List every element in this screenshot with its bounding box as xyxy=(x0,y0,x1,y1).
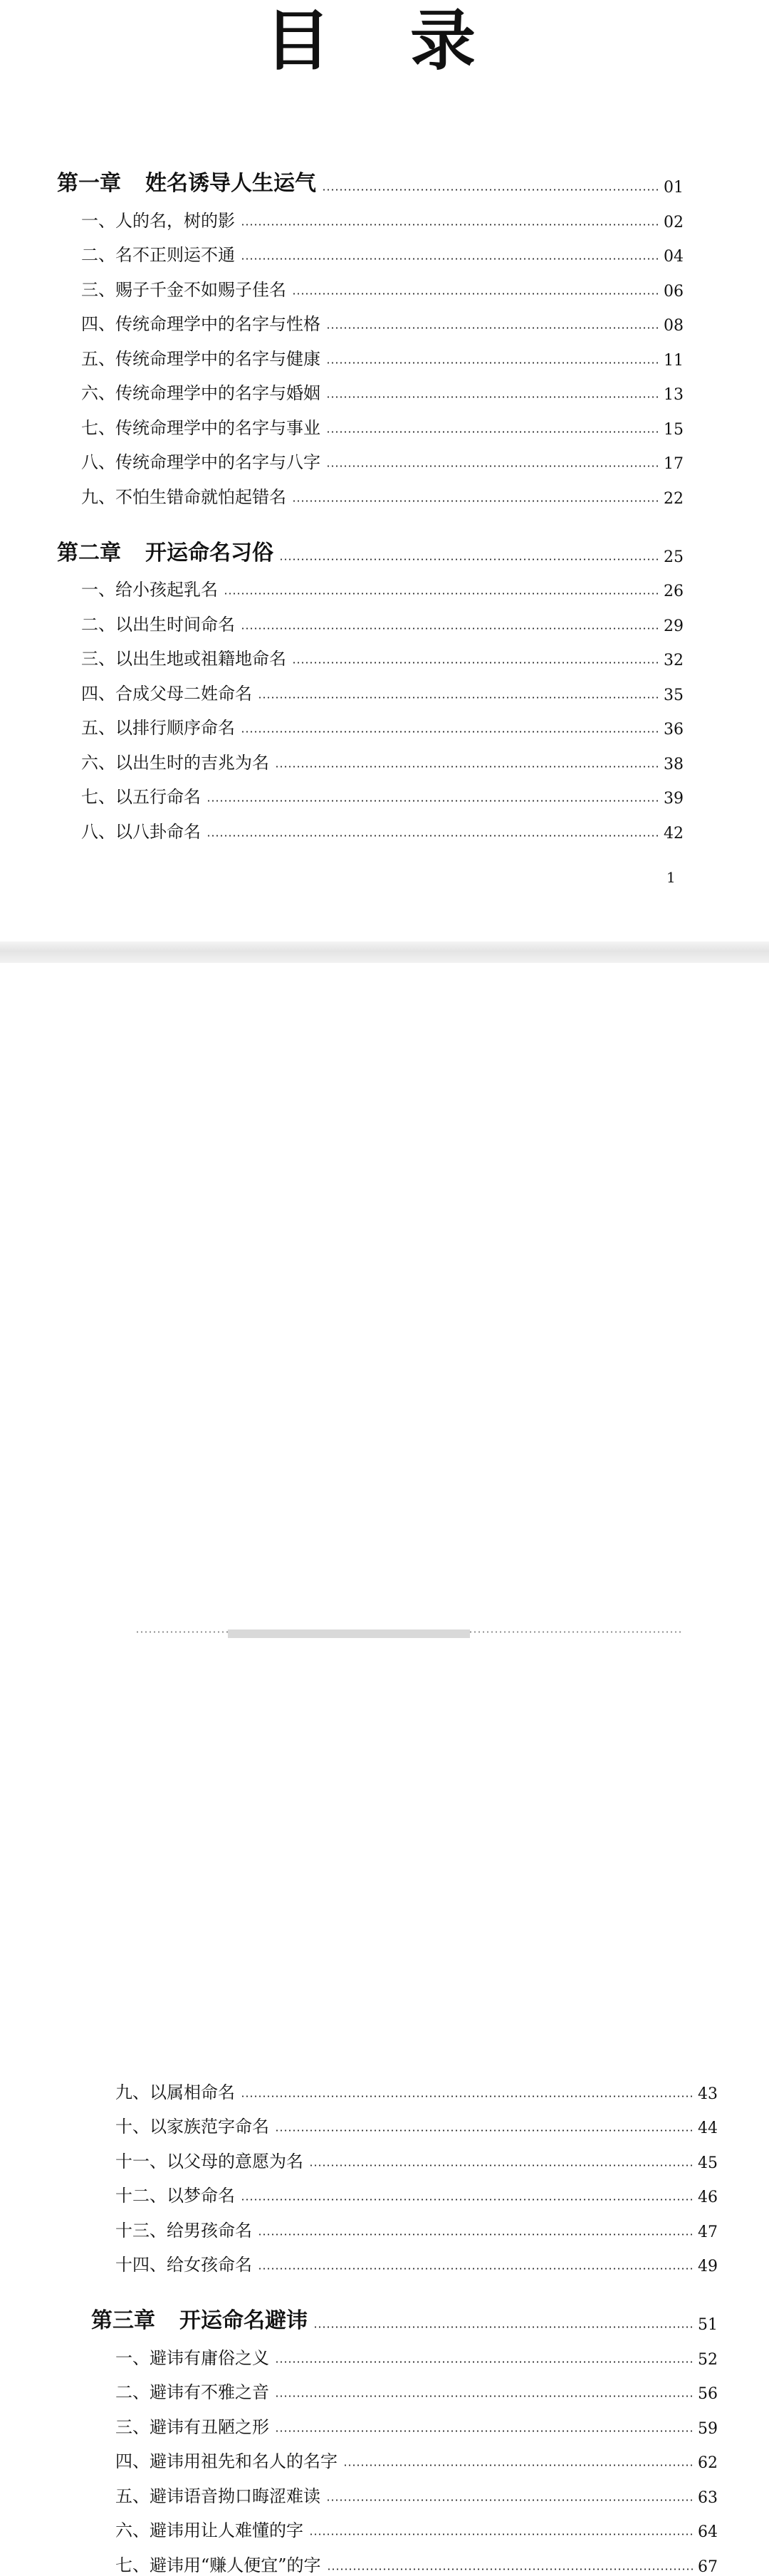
chapter-label xyxy=(91,2303,308,2334)
page-number: 25 xyxy=(664,548,684,566)
toc-entry-row xyxy=(57,404,684,439)
toc-entry-row xyxy=(57,773,684,808)
leader-dots xyxy=(327,2568,695,2570)
chapter-label xyxy=(57,535,273,566)
chapter-number: 第一章 xyxy=(57,171,121,196)
entry-label: 七、避讳用“赚人便宜”的字 xyxy=(115,2555,321,2575)
chapter-number: 第二章 xyxy=(57,540,121,565)
toc-chapter-row xyxy=(91,2297,718,2334)
entry-label: 二、名不正则运不通 xyxy=(81,245,235,265)
toc-entry-row xyxy=(57,197,684,231)
chapter-title: 姓名诱导人生运气 xyxy=(145,171,316,196)
chapter-title: 开运命名习俗 xyxy=(145,540,273,565)
page-number: 51 xyxy=(698,2316,718,2334)
leader-dots xyxy=(241,731,661,733)
entry-label: 八、以八卦命名 xyxy=(81,821,201,842)
toc-entry-row xyxy=(91,2541,718,2576)
page-number: 11 xyxy=(664,351,684,370)
toc-entry-row xyxy=(91,2241,718,2276)
toc-entry-row xyxy=(57,704,684,739)
entry-label: 十、以家族范字命名 xyxy=(115,2117,269,2137)
toc-entry-row xyxy=(57,669,684,704)
toc-entry-row xyxy=(57,739,684,773)
leader-dots xyxy=(326,362,661,364)
page-number: 35 xyxy=(664,686,684,704)
toc-entry-row xyxy=(91,2206,718,2241)
chapter-number: 第三章 xyxy=(91,2308,155,2333)
toc-entry-row xyxy=(57,231,684,266)
entry-label: 三、避讳有丑陋之形 xyxy=(115,2416,269,2437)
toc-entry-row xyxy=(57,439,684,474)
toc-entry-row xyxy=(91,2172,718,2207)
toc-entry-row xyxy=(57,566,684,601)
page-number: 59 xyxy=(698,2419,718,2438)
leader-dots xyxy=(292,293,661,295)
entry-label: 九、以属相命名 xyxy=(115,2082,235,2102)
leader-dots xyxy=(241,258,661,260)
toc-entry-row xyxy=(91,2472,718,2507)
leader-dots xyxy=(313,2326,695,2328)
toc-entry-row xyxy=(91,2137,718,2172)
page-title: 目 录 xyxy=(264,2,505,79)
page-number: 63 xyxy=(698,2488,718,2507)
page-folio: 1 xyxy=(666,869,676,886)
entry-label: 一、人的名，树的影 xyxy=(81,210,235,231)
page-number: 26 xyxy=(664,583,684,600)
entry-label: 三、以出生地或祖籍地命名 xyxy=(81,649,286,669)
page-number: 36 xyxy=(664,721,684,739)
page-number: 64 xyxy=(698,2523,718,2541)
leader-dots xyxy=(258,697,661,699)
page-number: 08 xyxy=(664,317,684,335)
entry-label: 四、传统命理学中的名字与性格 xyxy=(81,314,320,334)
entry-label: 十三、给男孩命名 xyxy=(115,2220,252,2241)
toc-entry-row xyxy=(91,2103,718,2138)
leader-dots xyxy=(224,593,661,595)
entry-label: 七、传统命理学中的名字与事业 xyxy=(81,417,320,438)
toc-entry-row xyxy=(91,2334,718,2369)
toc-chapter-row xyxy=(57,160,684,197)
entry-label: 六、以出生时的吉兆为名 xyxy=(81,752,269,773)
page-number: 17 xyxy=(664,455,684,473)
entry-label: 十四、给女孩命名 xyxy=(115,2255,252,2275)
toc-entry-row xyxy=(57,370,684,405)
leader-dots xyxy=(275,2430,695,2432)
leader-dots xyxy=(241,627,661,630)
page-number: 38 xyxy=(664,755,684,773)
page-number: 67 xyxy=(698,2557,718,2576)
toc-list-page-2 xyxy=(91,2068,718,2576)
entry-label: 五、避讳语音拗口晦涩难读 xyxy=(115,2486,320,2506)
leader-dots xyxy=(241,2199,695,2201)
toc-entry-row xyxy=(57,266,684,301)
page-number: 13 xyxy=(664,386,684,404)
entry-label: 五、以排行顺序命名 xyxy=(81,718,235,738)
entry-label: 一、给小孩起乳名 xyxy=(81,580,218,600)
toc-entry-row xyxy=(57,808,684,843)
leader-dots xyxy=(326,2499,695,2501)
page-number: 49 xyxy=(698,2258,718,2275)
leader-dots xyxy=(258,2233,695,2236)
toc-entry-row xyxy=(91,2438,718,2473)
toc-page-1 xyxy=(0,0,769,942)
toc-chapter-row xyxy=(57,529,684,566)
leader-dots xyxy=(326,396,661,398)
leader-dots xyxy=(292,500,661,502)
leader-dots xyxy=(309,2533,695,2535)
leader-dots xyxy=(343,2464,695,2466)
leader-dots xyxy=(275,2395,695,2397)
toc-entry-row xyxy=(57,473,684,508)
page-number: 04 xyxy=(664,248,684,266)
leader-dots xyxy=(326,431,661,433)
leader-dots xyxy=(326,465,661,467)
page-number: 42 xyxy=(664,824,684,843)
entry-label: 九、不怕生错命就怕起错名 xyxy=(81,486,286,507)
entry-label: 二、以出生时间命名 xyxy=(81,614,235,635)
page-number: 02 xyxy=(664,213,684,231)
entry-label: 八、传统命理学中的名字与八字 xyxy=(81,452,320,472)
toc-page-2 xyxy=(0,963,769,2576)
toc-entry-row xyxy=(57,335,684,370)
toc-entry-row xyxy=(91,2507,718,2542)
toc-list-page-1 xyxy=(57,160,684,843)
page-number: 15 xyxy=(664,420,684,439)
page-number: 22 xyxy=(664,489,684,508)
leader-dots xyxy=(206,800,661,802)
leader-dots xyxy=(275,766,661,768)
page-number: 44 xyxy=(698,2119,718,2137)
leader-dots xyxy=(279,558,661,560)
leader-dots xyxy=(258,2268,695,2270)
entry-label: 六、传统命理学中的名字与婚姻 xyxy=(81,383,320,403)
entry-label: 三、赐子千金不如赐子佳名 xyxy=(81,279,286,300)
toc-entry-row xyxy=(91,2068,718,2103)
toc-entry-row xyxy=(57,600,684,635)
entry-label: 二、避讳有不雅之音 xyxy=(115,2382,269,2402)
entry-label: 六、避讳用让人难懂的字 xyxy=(115,2520,303,2540)
leader-dots xyxy=(275,2361,695,2363)
entry-label: 一、避讳有庸俗之义 xyxy=(115,2347,269,2368)
leader-dots xyxy=(241,224,661,226)
entry-label: 十一、以父母的意愿为名 xyxy=(115,2151,303,2171)
page-number: 32 xyxy=(664,652,684,669)
page-number: 52 xyxy=(698,2350,718,2369)
leader-dots xyxy=(206,835,661,837)
page-number: 29 xyxy=(664,617,684,635)
entry-label: 七、以五行命名 xyxy=(81,787,201,807)
leader-dots xyxy=(241,2095,695,2097)
page-separator xyxy=(0,942,769,963)
entry-label: 四、避讳用祖先和名人的名字 xyxy=(115,2451,338,2471)
leader-dots xyxy=(326,327,661,329)
toc-entry-row xyxy=(91,2369,718,2404)
toc-entry-row xyxy=(91,2403,718,2438)
page-number: 62 xyxy=(698,2454,718,2472)
leader-dots xyxy=(292,662,661,664)
entry-label: 五、传统命理学中的名字与健康 xyxy=(81,348,320,369)
page-number: 06 xyxy=(664,282,684,301)
page-number: 46 xyxy=(698,2189,718,2206)
toc-entry-row xyxy=(57,301,684,335)
leader-dots xyxy=(275,2129,695,2132)
page-number: 56 xyxy=(698,2385,718,2403)
toc-entry-row xyxy=(57,635,684,670)
page-number: 45 xyxy=(698,2154,718,2172)
leader-dots xyxy=(322,189,661,191)
page-number: 01 xyxy=(664,179,684,197)
page-number: 47 xyxy=(698,2223,718,2241)
entry-label: 四、合成父母二姓命名 xyxy=(81,683,252,704)
chapter-title: 开运命名避讳 xyxy=(179,2308,308,2333)
page-number: 43 xyxy=(698,2085,718,2103)
leader-dots xyxy=(309,2164,695,2166)
entry-label: 十二、以梦命名 xyxy=(115,2186,235,2206)
page-number: 39 xyxy=(664,790,684,808)
cut-off-row xyxy=(114,1622,698,1638)
chapter-label xyxy=(57,165,316,197)
